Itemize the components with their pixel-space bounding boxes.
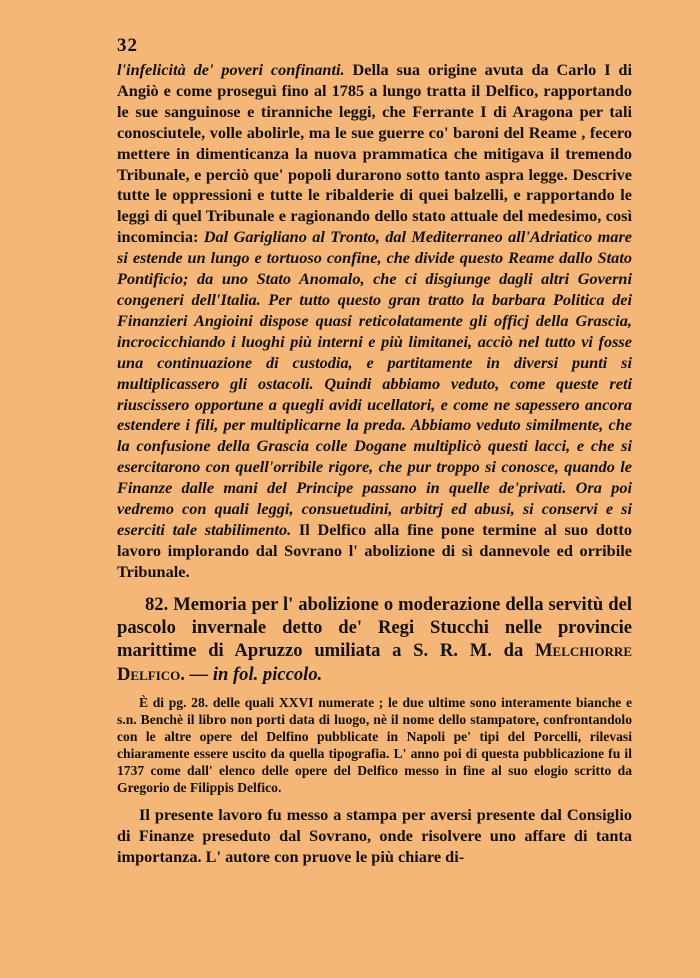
continuation-italic-opening: l'infelicità de' poveri confinanti. bbox=[117, 60, 345, 79]
entry-title: Memoria per l' abolizione o moderazione della servitù del pascolo invernale detto de' Regi Stucchi nelle provincie marittime di Apruzzo umiliata a S. R. M. da bbox=[117, 593, 632, 662]
continuation-body-text: Della sua origine avuta da Carlo I di Angiò e come proseguì fino al 1785 a lungo tratta il Delfico, rapportando le sue sanguinose e tiranniche leggi, che Ferrante I di Aragona per tali conosciutele, volle abolirle, ma le sue guerre co' baroni del Reame , fecero mettere in dimenticanza la nuova prammatica che mitigava il tremendo Tribunale, e perciò que' popoli durarono sotto tanto aspra legge. Descrive tutte le oppressioni e tutte le ribalderie di quei balzelli, e rapportando le leggi di quel Tribunale e ragionando dello stato attuale del medesimo, così incomincia: bbox=[117, 60, 632, 247]
entry-number: 82. bbox=[145, 593, 169, 615]
continuation-italic-quote: Dal Garigliano al Tronto, dal Mediterraneo all'Adriatico mare si estende un lungo e tortuoso confine, che divide questo Reame dallo Stato Pontificio; da uno Stato Anomalo, che ci disgiunge dagli altri Governi congeneri dell'Italia. Per tutto questo gran tratto la barbara Politica dei Finanzieri Angioini dispose quasi reticolatamente gli officj della Grascia, incrocicchiando i luoghi più interni e più limitanei, acciò nel tutto vi fosse una continuazione di custodia, e partitamente in diversi punti si multiplicassero gli ostacoli. Quindi abbiamo veduto, come queste reti riuscissero opportune a quegli avidi ucellatori, e come ne sapessero ancora estendere i fili, per multiplicarne la preda. Abbiamo veduto similmente, che la confusione della Grascia colle Dogane multiplicò questi lacci, e che si esercitarono con quell'orribile rigore, che pur troppo si conosce, quando le Finanze dalle mani del Principe passano in quelle de'privati. Ora poi vedremo con quali leggi, consuetudini, arbitrj ed abusi, si conservi e si eserciti tale stabilimento. bbox=[117, 227, 633, 539]
continuation-closing-text: Il Delfico alla fine pone termine al suo dotto lavoro implorando dal Sovrano l' abolizione di sì dannevole ed orribile Tribunale. bbox=[117, 519, 632, 581]
continuation-paragraph bbox=[117, 60, 632, 583]
entry-heading bbox=[117, 593, 632, 686]
bibliographic-note: È di pg. 28. delle quali XXVI numerate ; le due ultime sono interamente bianche e s.n. Benchè il libro non porti data di luogo, nè il nome dello stampatore, confrontandolo con le altre opere del Delfino pubblicate in Napoli pe' tipi del Porcelli, rilevasi chiaramente essere uscito da quella tipografia. L' anno poi di questa pubblicazione fu il 1737 come dall' elenco delle opere del Delfico messo in fine al suo elogio scritto da Gregorio de Filippis Delfico. bbox=[117, 694, 632, 795]
page-number: 32 bbox=[117, 35, 138, 56]
description-paragraph: Il presente lavoro fu messo a stampa per aversi presente dal Consiglio di Finanze preseduto dal Sovrano, onde risolvere uno affare di tanta importanza. L' autore con pruove le più chiare di- bbox=[117, 804, 632, 866]
book-page bbox=[117, 34, 632, 868]
entry-format: — in fol. piccolo. bbox=[184, 663, 323, 685]
entry-author: Melchiorre Delfico. bbox=[117, 640, 632, 685]
